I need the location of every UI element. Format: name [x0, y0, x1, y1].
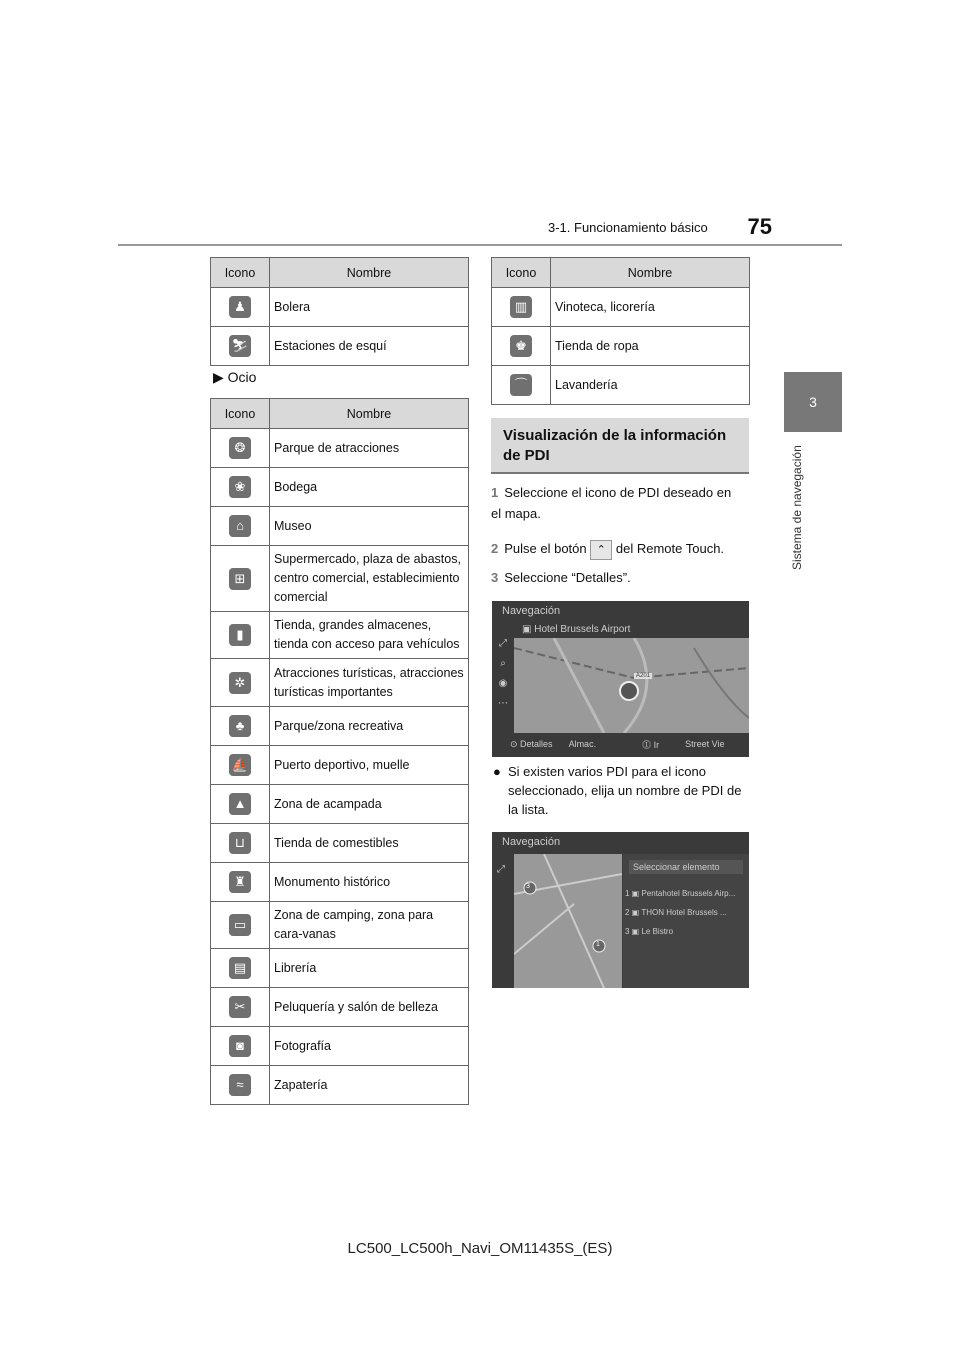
select-panel — [623, 854, 749, 988]
table-row — [211, 288, 469, 327]
name-cell: Puerto deportivo, muelle — [270, 746, 469, 785]
expand-icon[interactable]: ⤢ — [497, 864, 505, 875]
shoe-icon: ≈ — [229, 1074, 251, 1096]
icon-cell — [211, 327, 270, 366]
table-row — [211, 902, 469, 949]
go-button[interactable]: ⓵ Ir — [642, 739, 660, 750]
screen-title: Navegación — [502, 605, 561, 617]
name-cell: Parque/zona recreativa — [270, 707, 469, 746]
icon-cell — [211, 902, 270, 949]
table-row — [211, 659, 469, 707]
item-name: THON Hotel Brussels ... — [641, 908, 727, 917]
table-row — [211, 785, 469, 824]
laundry-icon: ⌒ — [510, 374, 532, 396]
table-row — [211, 429, 469, 468]
shopping-bag-icon: ▮ — [229, 624, 251, 646]
more-icon[interactable]: ⋯ — [498, 698, 508, 709]
attraction-icon: ✲ — [229, 672, 251, 694]
name-cell: Tienda, grandes almacenes, tienda con acceso para vehículos — [270, 612, 469, 659]
item-number: 2 — [625, 908, 630, 917]
icon-cell — [211, 288, 270, 327]
subhead-ocio: ▶ Ocio — [213, 369, 257, 385]
table-row — [492, 288, 750, 327]
expand-icon[interactable]: ⤢ — [499, 638, 507, 649]
item-number: 1 — [625, 889, 630, 898]
bowling-icon: ♟ — [229, 296, 251, 318]
navigation-screen-2 — [492, 832, 749, 988]
icon-cell — [211, 707, 270, 746]
col-name: Nombre — [270, 258, 469, 288]
table-row — [211, 468, 469, 507]
liquor-icon: ▥ — [510, 296, 532, 318]
icon-cell — [211, 468, 270, 507]
col-icon: Icono — [211, 258, 270, 288]
icon-cell — [211, 988, 270, 1027]
name-cell: Zona de camping, zona para cara-vanas — [270, 902, 469, 949]
icon-cell — [211, 863, 270, 902]
table-row — [211, 612, 469, 659]
name-cell: Atracciones turísticas, atracciones turísticas importantes — [270, 659, 469, 707]
table-row — [492, 327, 750, 366]
col-icon: Icono — [492, 258, 551, 288]
table-row — [211, 746, 469, 785]
list-item[interactable] — [625, 884, 749, 903]
item-number: 3 — [625, 927, 630, 936]
icon-table-3 — [491, 257, 750, 405]
section-heading: Visualización de la información de PDI — [491, 418, 749, 474]
name-cell: Fotografía — [270, 1027, 469, 1066]
name-cell: Zona de acampada — [270, 785, 469, 824]
name-cell: Monumento histórico — [270, 863, 469, 902]
camping-icon: ▲ — [229, 793, 251, 815]
park-icon: ♣ — [229, 715, 251, 737]
table-row — [211, 327, 469, 366]
name-cell: Lavandería — [551, 366, 750, 405]
grocery-icon: ⊔ — [229, 832, 251, 854]
icon-cell — [492, 366, 551, 405]
header-rule — [118, 244, 842, 246]
icon-table-1 — [210, 257, 469, 366]
side-controls — [494, 634, 512, 714]
name-cell: Tienda de comestibles — [270, 824, 469, 863]
hair-salon-icon: ✂ — [229, 996, 251, 1018]
marina-icon: ⛵ — [229, 754, 251, 776]
map-roads — [514, 638, 749, 733]
winery-icon: ❀ — [229, 476, 251, 498]
hotel-icon: ▣ — [629, 908, 642, 917]
poi-title: ▣ Hotel Brussels Airport — [522, 624, 631, 635]
page-number: 75 — [747, 214, 772, 239]
table-row — [492, 366, 750, 405]
map-roads — [514, 854, 622, 988]
name-cell: Museo — [270, 507, 469, 546]
bottom-bar — [510, 734, 749, 754]
chapter-title: Sistema de navegación — [790, 445, 804, 570]
icon-cell — [492, 288, 551, 327]
book-icon: ▤ — [229, 957, 251, 979]
camera-icon: ◙ — [229, 1035, 251, 1057]
name-cell: Vinoteca, licorería — [551, 288, 750, 327]
icon-cell — [211, 746, 270, 785]
monument-icon: ♜ — [229, 871, 251, 893]
step-2: 2 Pulse el botón ⌃ del Remote Touch. — [491, 538, 751, 560]
table-row — [211, 546, 469, 612]
name-cell: Tienda de ropa — [551, 327, 750, 366]
museum-icon: ⌂ — [229, 515, 251, 537]
remote-touch-button-icon: ⌃ — [590, 540, 612, 560]
bullet-note: ● Si existen varios PDI para el icono seleccionado, elija un nombre de PDI de la lista. — [493, 764, 742, 817]
hotel-icon: ▣ — [629, 889, 642, 898]
save-button[interactable]: Almac. — [568, 739, 597, 749]
name-cell: Parque de atracciones — [270, 429, 469, 468]
table-row — [211, 507, 469, 546]
icon-table-2 — [210, 398, 469, 1105]
panel-title: Seleccionar elemento — [629, 860, 743, 874]
road-label: A201 — [636, 673, 651, 679]
table-row — [211, 1027, 469, 1066]
icon-cell — [211, 612, 270, 659]
cart-icon: ⊞ — [229, 568, 251, 590]
map-label: 1 — [596, 941, 600, 948]
name-cell: Estaciones de esquí — [270, 327, 469, 366]
table-row — [211, 1066, 469, 1105]
col-name: Nombre — [551, 258, 750, 288]
table-row — [211, 949, 469, 988]
chapter-tab: 3 — [784, 372, 842, 432]
step-1: 1 Seleccione el icono de PDI deseado en el mapa. — [491, 485, 732, 521]
icon-cell — [492, 327, 551, 366]
map-label: 3 — [526, 883, 530, 890]
icon-cell — [211, 1066, 270, 1105]
name-cell: Bodega — [270, 468, 469, 507]
col-icon: Icono — [211, 399, 270, 429]
search-icon[interactable]: ⌕ — [500, 658, 506, 669]
icon-cell — [211, 824, 270, 863]
name-cell: Peluquería y salón de belleza — [270, 988, 469, 1027]
item-name: Le Bistro — [641, 927, 674, 936]
clothing-icon: ♚ — [510, 335, 532, 357]
name-cell: Zapatería — [270, 1066, 469, 1105]
list-item[interactable] — [625, 903, 749, 922]
caravan-icon: ▭ — [229, 914, 251, 936]
icon-cell — [211, 546, 270, 612]
list-item[interactable] — [625, 922, 749, 941]
table-row — [211, 863, 469, 902]
section-title: 3-1. Funcionamiento básico — [548, 220, 708, 235]
col-name: Nombre — [270, 399, 469, 429]
navigation-screen-1 — [492, 601, 749, 757]
hotel-icon: ▣ — [629, 927, 642, 936]
icon-cell — [211, 507, 270, 546]
poi-icon[interactable]: ◉ — [498, 678, 508, 689]
icon-cell — [211, 429, 270, 468]
details-button[interactable]: ⊙ Detalles — [510, 738, 553, 749]
icon-cell — [211, 785, 270, 824]
icon-cell — [211, 659, 270, 707]
table-row — [211, 824, 469, 863]
name-cell: Librería — [270, 949, 469, 988]
map-view[interactable] — [514, 854, 622, 988]
screen-title: Navegación — [502, 836, 561, 848]
poi-list — [623, 884, 749, 941]
table-row — [211, 988, 469, 1027]
step-3: 3 Seleccione “Detalles”. — [491, 570, 631, 585]
icon-cell — [211, 949, 270, 988]
map-view[interactable] — [514, 638, 749, 733]
icon-cell — [211, 1027, 270, 1066]
name-cell: Supermercado, plaza de abastos, centro comercial, establecimiento comercial — [270, 546, 469, 612]
name-cell: Bolera — [270, 288, 469, 327]
table-row — [211, 707, 469, 746]
item-name: Pentahotel Brussels Airp... — [641, 889, 736, 898]
amusement-park-icon: ❂ — [229, 437, 251, 459]
footer-code: LC500_LC500h_Navi_OM11435S_(ES) — [347, 1240, 613, 1257]
street-view-button[interactable]: Street Vie — [685, 739, 725, 749]
ski-icon: ⛷ — [229, 335, 251, 357]
